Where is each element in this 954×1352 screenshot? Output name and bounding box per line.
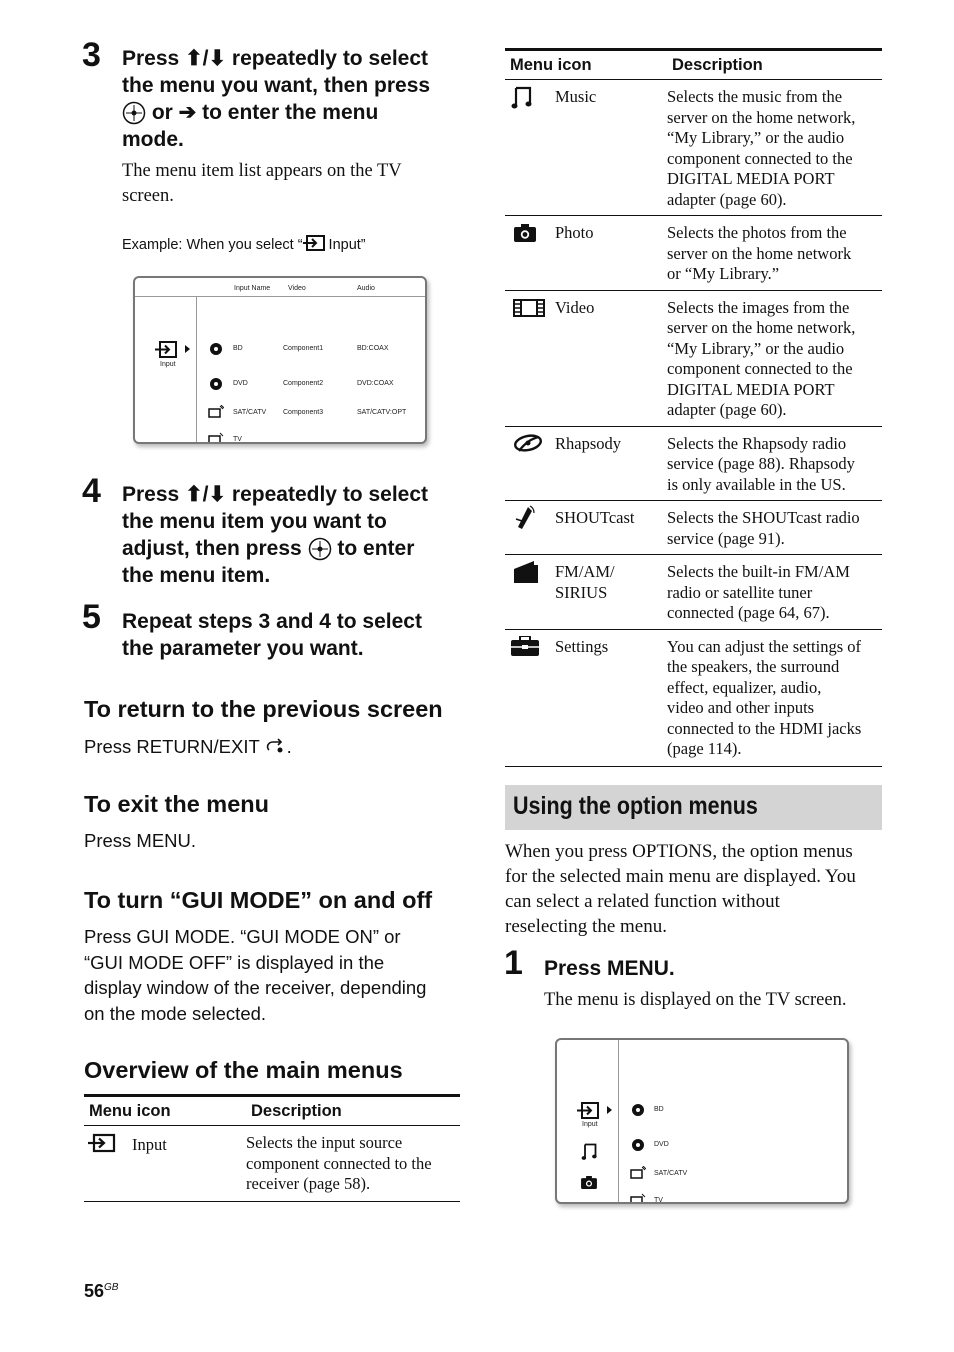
music-icon <box>581 1143 598 1161</box>
menu-name: Music <box>555 87 597 106</box>
step-3-line1: Press <box>122 47 186 70</box>
disc-icon <box>632 1104 644 1116</box>
step-4-line1: Press <box>122 483 186 506</box>
video-icon <box>513 299 545 317</box>
desc-line: adapter (page 60). <box>667 189 787 209</box>
desc-line: Selects the input source <box>246 1133 403 1152</box>
selected-arrow-icon <box>185 345 190 353</box>
tv-icon <box>208 432 224 444</box>
step-3-or: or <box>146 101 179 124</box>
table-row <box>505 216 882 291</box>
desc-line: adapter (page 60). <box>667 400 787 419</box>
header-video: Video <box>288 285 306 292</box>
header-audio: Audio <box>357 285 375 292</box>
rhapsody-icon <box>513 433 543 455</box>
music-icon <box>511 86 533 110</box>
row-bd-audio: BD:COAX <box>357 345 389 352</box>
row-sat-name: SAT/CATV <box>654 1170 688 1177</box>
col-description: Description <box>667 50 882 80</box>
desc-cell <box>667 426 882 501</box>
desc-line: service (page 88). Rhapsody <box>667 454 855 473</box>
row-tv-name: TV <box>654 1197 663 1204</box>
menu-name: Photo <box>555 223 594 242</box>
input-icon <box>88 1133 116 1153</box>
menu-name: Video <box>555 297 595 317</box>
up-down-arrow-icon: ⬆/⬇ <box>185 483 227 506</box>
radio-icon <box>514 561 538 583</box>
enter-button-icon <box>308 537 332 561</box>
gui-mode-line: on the mode selected. <box>84 1002 267 1024</box>
step-3-number: 3 <box>82 36 101 74</box>
input-icon <box>577 1102 603 1119</box>
desc-line: component connected to the <box>667 148 853 168</box>
desc-line: (page 114). <box>667 739 742 758</box>
gui-mode-heading: To turn “GUI MODE” on and off <box>84 887 433 913</box>
exit-heading: To exit the menu <box>84 791 269 817</box>
gui-mode-line: “GUI MODE OFF” is displayed in the <box>84 951 385 973</box>
row-bd-name: BD <box>233 345 243 352</box>
desc-cell <box>667 216 882 291</box>
option-line: reselecting the menu. <box>505 916 667 937</box>
step-4-line2: the menu item you want to <box>122 510 387 533</box>
table-row <box>505 555 882 630</box>
screen-left-label: Input <box>582 1121 598 1128</box>
row-sat-video: Component3 <box>283 409 324 416</box>
option-menus-heading: Using the option menus <box>513 792 758 820</box>
col-menu-icon: Menu icon <box>505 50 667 80</box>
menu-cell <box>505 555 667 630</box>
input-icon <box>303 235 325 251</box>
desc-line: “My Library,” or the audio <box>667 128 845 147</box>
menu-cell <box>505 629 667 766</box>
table-row <box>505 290 882 426</box>
disc-icon <box>210 343 222 355</box>
menu-cell <box>84 1126 246 1202</box>
shoutcast-icon <box>514 505 536 531</box>
desc-line: Selects the built-in FM/AM <box>667 562 850 581</box>
table-row <box>505 80 882 216</box>
input-icon <box>155 341 181 358</box>
step-5-line2: the parameter you want. <box>122 637 364 660</box>
menu-name: Rhapsody <box>555 433 621 453</box>
step-4-title <box>122 481 482 589</box>
desc-line: server on the home network <box>667 243 852 263</box>
example-caption <box>122 235 366 253</box>
return-icon <box>265 738 287 754</box>
desc-cell <box>667 290 882 426</box>
option-line: for the selected main menu are displayed. You <box>505 866 856 887</box>
gui-mode-line: display window of the receiver, depending <box>84 977 427 998</box>
gui-mode-line: Press GUI MODE. “GUI MODE ON” or <box>84 926 401 947</box>
desc-cell <box>667 629 882 766</box>
menu-name: FM/AM/ <box>555 562 615 581</box>
return-heading: To return to the previous screen <box>84 696 443 722</box>
menu-name: SHOUTcast <box>555 508 635 527</box>
desc-line: connected (page 64, 67). <box>667 603 830 622</box>
desc-line: video and other inputs <box>667 698 815 717</box>
desc-cell <box>246 1126 460 1202</box>
selected-arrow-icon <box>607 1106 612 1114</box>
step-4-line3: adjust, then press <box>122 537 308 560</box>
desc-line: DIGITAL MEDIA PORT <box>667 169 835 188</box>
desc-line: You can adjust the settings of <box>667 636 862 656</box>
page-number-value: 56 <box>84 1281 105 1301</box>
option-step-1-number: 1 <box>504 944 523 982</box>
screen-left-label: Input <box>160 361 176 368</box>
desc-line: Selects the photos from the <box>667 223 847 242</box>
option-line: can select a related function without <box>505 891 780 912</box>
step-5-number: 5 <box>82 598 101 636</box>
desc-line: service (page 91). <box>667 528 785 548</box>
table-row <box>505 501 882 555</box>
table-row <box>505 629 882 766</box>
desc-line: server on the home network, <box>667 107 856 127</box>
desc-line: Selects the Rhapsody radio <box>667 433 847 453</box>
return-body-period: . <box>286 736 292 757</box>
col-menu-icon: Menu icon <box>84 1096 246 1126</box>
step-4-line1-after: repeatedly to select <box>226 483 429 506</box>
gui-mode-body <box>84 924 474 1026</box>
screen-left-divider <box>196 296 197 444</box>
main-menus-table-right <box>505 48 882 767</box>
row-sat-name: SAT/CATV <box>233 409 267 416</box>
screen-header-divider <box>135 296 425 297</box>
row-dvd-name: DVD <box>654 1141 669 1148</box>
menu-cell <box>505 290 667 426</box>
return-body <box>84 734 292 760</box>
col-description: Description <box>246 1096 460 1126</box>
settings-icon <box>511 636 539 656</box>
exit-body: Press MENU. <box>84 830 197 851</box>
table-row <box>505 426 882 501</box>
option-step-1-title: Press MENU. <box>544 957 675 980</box>
satellite-tv-icon <box>630 1166 646 1179</box>
desc-line: or “My Library.” <box>667 264 780 283</box>
satellite-tv-icon <box>208 405 224 418</box>
tv-screen-menu <box>555 1038 849 1204</box>
photo-icon <box>514 224 536 242</box>
step-3-line3-after: to enter the menu <box>196 101 379 124</box>
page-number <box>84 1281 118 1302</box>
desc-line: effect, equalizer, audio, <box>667 677 822 697</box>
option-menus-banner <box>505 785 882 830</box>
step-3-line2: the menu you want, then press <box>122 74 431 97</box>
step-3-body: The menu item list appears on the TV screen. <box>122 161 402 206</box>
table-row <box>84 1126 460 1202</box>
option-line: When you press OPTIONS, the option menus <box>505 841 853 862</box>
row-dvd-video: Component2 <box>283 380 324 387</box>
row-bd-video: Component1 <box>283 345 324 352</box>
menu-cell <box>505 80 667 216</box>
desc-line: connected to the HDMI jacks <box>667 718 862 738</box>
row-tv-name: TV <box>233 436 242 443</box>
desc-line: component connected to the <box>246 1153 432 1173</box>
desc-line: is only available in the US. <box>667 474 846 494</box>
header-input-name: Input Name <box>234 285 271 292</box>
step-3-line4: mode. <box>122 128 184 151</box>
desc-line: component connected to the <box>667 359 853 378</box>
desc-line: Selects the music from the <box>667 87 843 106</box>
page-number-suffix: GB <box>104 1282 119 1293</box>
step-5-title <box>122 608 482 662</box>
desc-line: Selects the images from the <box>667 297 850 317</box>
tv-screen-input-example <box>133 276 427 444</box>
right-arrow-icon: ➔ <box>178 101 197 124</box>
row-bd-name: BD <box>654 1106 664 1113</box>
example-caption-after: Input” <box>324 237 366 253</box>
row-sat-audio: SAT/CATV:OPT <box>357 409 407 416</box>
step-4-line4: the menu item. <box>122 564 271 587</box>
desc-line: Selects the SHOUTcast radio <box>667 508 860 527</box>
desc-line: the speakers, the surround <box>667 657 840 676</box>
menu-name: Settings <box>555 636 609 656</box>
option-step-1-body: The menu is displayed on the TV screen. <box>544 990 847 1010</box>
disc-icon <box>210 378 222 390</box>
desc-line: “My Library,” or the audio <box>667 338 845 358</box>
step-5-line1: Repeat steps 3 and 4 to select <box>122 610 422 633</box>
main-menus-table-left <box>84 1094 460 1202</box>
menu-cell <box>505 426 667 501</box>
photo-icon <box>581 1176 597 1189</box>
enter-button-icon <box>122 101 146 125</box>
desc-line: receiver (page 58). <box>246 1174 371 1193</box>
desc-cell <box>667 80 882 216</box>
desc-cell <box>667 501 882 555</box>
menu-name: SIRIUS <box>555 582 608 602</box>
step-3-title <box>122 45 482 153</box>
desc-cell <box>667 555 882 630</box>
disc-icon <box>632 1139 644 1151</box>
screen-left-divider <box>618 1040 619 1202</box>
overview-heading: Overview of the main menus <box>84 1057 403 1083</box>
row-dvd-name: DVD <box>233 380 248 387</box>
return-body-text: Press RETURN/EXIT <box>84 736 265 757</box>
desc-line: radio or satellite tuner <box>667 582 813 602</box>
row-dvd-audio: DVD:COAX <box>357 380 394 387</box>
example-caption-before: Example: When you select “ <box>122 237 303 253</box>
menu-cell <box>505 216 667 291</box>
menu-name: Input <box>132 1135 167 1154</box>
option-menus-body <box>505 839 895 939</box>
desc-line: DIGITAL MEDIA PORT <box>667 379 835 399</box>
step-4-number: 4 <box>82 472 101 510</box>
desc-line: server on the home network, <box>667 318 856 337</box>
step-4-line3-after: to enter <box>331 537 415 560</box>
menu-cell <box>505 501 667 555</box>
up-down-arrow-icon: ⬆/⬇ <box>185 47 227 70</box>
tv-icon <box>630 1193 646 1204</box>
step-3-line1-after: repeatedly to select <box>226 47 429 70</box>
